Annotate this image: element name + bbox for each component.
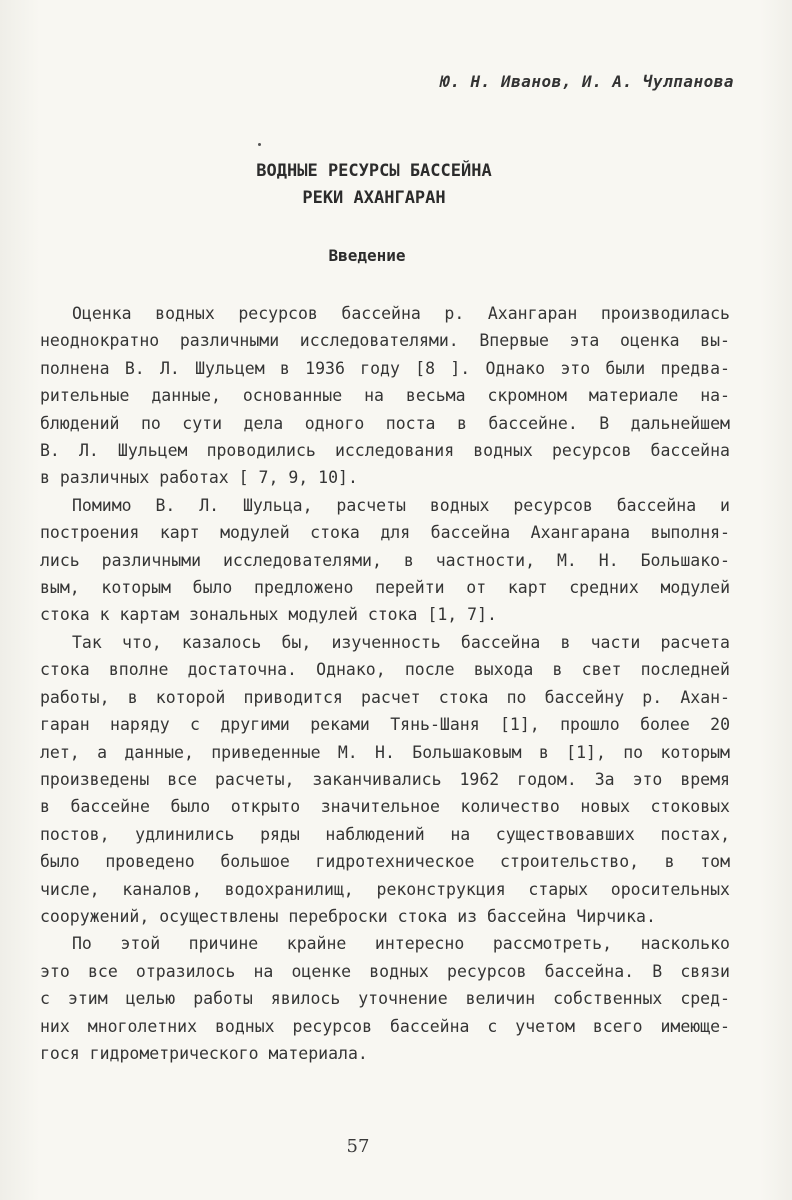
page-number: 57 xyxy=(346,1136,370,1157)
text-line: них многолетних водных ресурсов бассейна с учетом всего имеюще- xyxy=(40,1016,730,1036)
text-line: произведены все расчеты, заканчивались 1962 годом. За это время xyxy=(40,769,730,789)
text-line: постов, удлинились ряды наблюдений на существовавших постах, xyxy=(40,824,730,844)
paragraph-1 xyxy=(40,300,730,492)
text-line: было проведено большое гидротехническое строительство, в том xyxy=(40,852,730,872)
text-line: в различных работах [ 7, 9, 10]. xyxy=(40,468,358,488)
text-line: стока к картам зональных модулей стока [1, 7]. xyxy=(40,605,497,625)
text-line: вым, которым было предложено перейти от карт средних модулей xyxy=(40,578,730,598)
text-line: построения карт модулей стока для бассейна Ахангарана выполня- xyxy=(40,523,730,543)
text-line: работы, в которой приводится расчет стока по бассейну р. Ахан- xyxy=(40,687,730,707)
text-line: Помимо В. Л. Шульца, расчеты водных ресурсов бассейна и xyxy=(72,495,730,515)
text-line: в бассейне было открыто значительное количество новых стоковых xyxy=(40,797,730,817)
text-line: числе, каналов, водохранилищ, реконструкция старых оросительных xyxy=(40,879,730,899)
paragraph-4 xyxy=(40,930,730,1067)
title-line-2: РЕКИ АХАНГАРАН xyxy=(302,188,446,208)
paragraph-3 xyxy=(40,629,730,930)
text-line: гаран наряду с другими реками Тянь-Шаня [1], прошло более 20 xyxy=(40,715,730,735)
article-body xyxy=(40,300,730,1067)
authors: Ю. Н. Иванов, И. А. Чулпанова xyxy=(440,72,734,91)
text-line: лись различными исследователями, в частности, М. Н. Большако- xyxy=(40,550,730,570)
text-line: с этим целью работы явилось уточнение величин собственных сред- xyxy=(40,989,730,1009)
text-line: рительные данные, основанные на весьма скромном материале на- xyxy=(40,386,730,406)
text-line: полнена В. Л. Шульцем в 1936 году [8 ]. Однако это были предва- xyxy=(40,358,730,378)
text-line: это все отразилось на оценке водных ресурсов бассейна. В связи xyxy=(40,961,730,981)
title-line-1: ВОДНЫЕ РЕСУРСЫ БАССЕЙНА xyxy=(256,161,492,181)
text-line: стока вполне достаточна. Однако, после выхода в свет последней xyxy=(40,660,730,680)
text-line: сооружений, осуществлены переброски стока из бассейна Чирчика. xyxy=(40,906,656,926)
section-heading: Введение xyxy=(328,246,406,265)
text-line: В. Л. Шульцем проводились исследования водных ресурсов бассейна xyxy=(40,441,730,461)
text-line: Так что, казалось бы, изученность бассейна в части расчета xyxy=(72,632,730,652)
text-line: блюдений по сути дела одного поста в бассейне. В дальнейшем xyxy=(40,413,730,433)
text-line: Оценка водных ресурсов бассейна р. Ахангаран производилась xyxy=(72,304,730,323)
text-line: лет, а данные, приведенные М. Н. Большаковым в [1], по которым xyxy=(40,742,730,762)
text-line: По этой причине крайне интересно рассмотреть, насколько xyxy=(72,934,730,954)
scan-speck xyxy=(258,143,261,146)
text-line: гося гидрометрического материала. xyxy=(40,1043,368,1063)
paragraph-2 xyxy=(40,492,730,629)
text-line: неоднократно различными исследователями. Впервые эта оценка вы- xyxy=(40,331,730,351)
article-title xyxy=(0,158,748,212)
